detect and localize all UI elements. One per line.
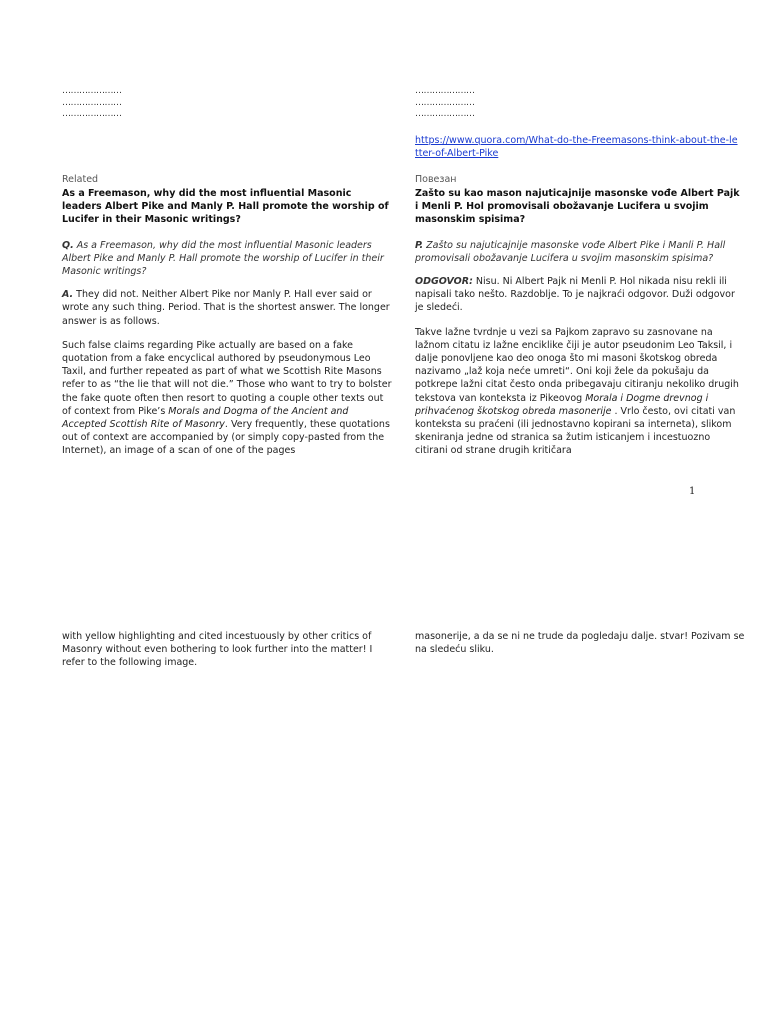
paragraph-text: Takve lažne tvrdnje u vezi sa Pajkom zapravo su zasnovane na lažnom citatu iz lažne enciklike čiji je autor pseudonim Leo Taksil, i dalje ponovljene kao deo onoga što mi masoni škotskog obreda nazivamo „laž koja neće umreti“. Oni koji žele da pokušaju da potkrepe lažni citat često onda pribegavaju citiranju nekoliko drugih tekstova van konteksta iz Pikeovog [415, 326, 739, 404]
paragraph-text: with yellow highlighting and cited incestuously by other critics of Masonry without even bothering to look further into the matter! I refer to the following image. [62, 631, 373, 669]
question-title: Zašto su kao mason najuticajnije masonske vođe Albert Pajk i Menli P. Hol promovisali obožavanje Lucifera u svojim masonskim spisima? [415, 188, 740, 226]
dotted-line: ………………… [415, 97, 475, 108]
answer-text: They did not. Neither Albert Pike nor Manly P. Hall ever said or wrote any such thing. Period. That is the shortest answer. The longer answer is as follows. [62, 289, 390, 327]
question-restated [415, 239, 745, 265]
english-continued-paragraph [62, 630, 392, 670]
paragraph-text: . Very frequently, these quotations out of context are accompanied by (or simply copy-pasted from the Internet), an image of a scan of one of the pages [62, 419, 390, 457]
body-paragraph [62, 339, 392, 458]
dotted-line: ………………… [62, 97, 122, 108]
body-paragraph [415, 326, 745, 458]
serbian-question-block [415, 173, 745, 458]
answer-label: A. [62, 289, 74, 301]
related-label: Повезан [415, 174, 457, 185]
answer-label: ODGOVOR: [415, 276, 473, 288]
quora-link[interactable]: https://www.quora.com/What-do-the-Freemasons-think-about-the-letter-of-Albert-Pike [415, 135, 738, 160]
question-label: P. [415, 239, 424, 251]
book-title: Morala i Dogme drevnog i prihvaćenog škotskog obreda masonerije [415, 392, 709, 417]
question-title: As a Freemason, why did the most influential Masonic leaders Albert Pike and Manly P. Hall promote the worship of Lucifer in their Masonic writings? [62, 188, 389, 226]
serbian-column [415, 86, 745, 121]
dotted-line: ………………… [415, 86, 475, 96]
short-answer [62, 288, 392, 328]
english-column [62, 86, 392, 121]
dotted-line: ………………… [415, 109, 475, 119]
serbian-continued-paragraph [415, 630, 745, 656]
paragraph-text: Such false claims regarding Pike actually are based on a fake quotation from a fake encyclical authored by pseudonymous Leo Taxil, and further repeated as part of what we Scottish Rite Masons refer to as “the lie that will not die.” Those who want to try to bolster the fake quote often then resort to quoting a couple other texts out of context from Pike’s [62, 339, 392, 417]
question-text: Zašto su najuticajnije masonske vođe Albert Pike i Manli P. Hall promovisali obožavanje Lucifera u svojim masonskim spisima? [415, 239, 726, 264]
question-restated [62, 239, 392, 279]
english-question-block [62, 173, 392, 458]
dotted-line: ………………… [62, 109, 122, 119]
quora-link-block [415, 134, 740, 160]
question-label: Q. [62, 239, 74, 251]
dotted-line: ………………… [62, 86, 122, 96]
book-title: Morals and Dogma of the Ancient and Accepted Scottish Rite of Masonry [62, 405, 349, 431]
page-number: 1 [689, 486, 696, 497]
paragraph-text: masonerije, a da se ni ne trude da pogledaju dalje. stvar! Pozivam se na sledeću sliku. [415, 631, 745, 656]
related-label: Related [62, 174, 99, 185]
paragraph-text: . Vrlo često, ovi citati van konteksta su praćeni (ili jednostavno kopirani sa interneta), slikom skeniranja jedne od stranica sa žutim isticanjem i incestuozno citirani od strane drugih kritičara [415, 405, 736, 457]
short-answer [415, 275, 745, 315]
answer-text: Nisu. Ni Albert Pajk ni Menli P. Hol nikada nisu rekli ili napisali tako nešto. Razdoblje. To je najkraći odgovor. Duži odgovor je sledeći. [415, 276, 735, 314]
question-text: As a Freemason, why did the most influential Masonic leaders Albert Pike and Manly P. Hall promote the worship of Lucifer in their Masonic writings? [62, 239, 384, 278]
